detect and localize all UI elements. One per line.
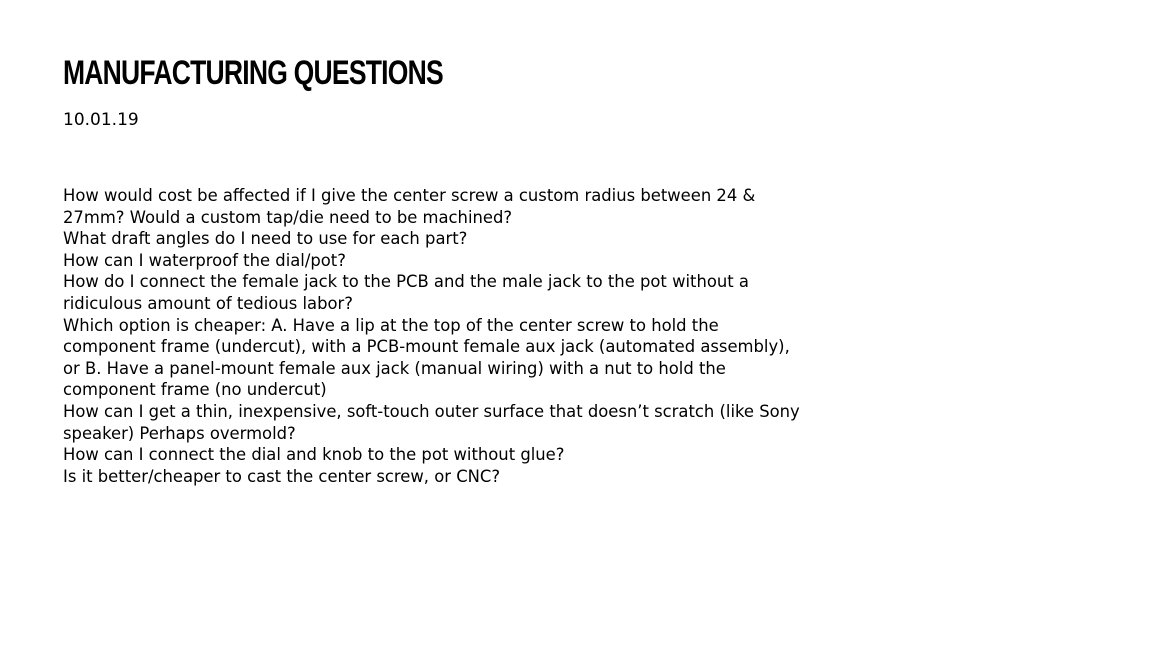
question-item: Is it better/cheaper to cast the center screw, or CNC? xyxy=(63,466,501,486)
slide-title: MANUFACTURING QUESTIONS xyxy=(63,54,443,92)
slide-date: 10.01.19 xyxy=(63,110,139,130)
question-item: How would cost be affected if I give the center screw a custom radius between 24 & 27mm? Would a custom tap/die need to be machined? xyxy=(63,186,756,227)
question-item: How can I waterproof the dial/pot? xyxy=(63,250,346,270)
question-item: How do I connect the female jack to the PCB and the male jack to the pot without a ridiculous amount of tedious labor? xyxy=(63,272,749,313)
question-item: How can I get a thin, inexpensive, soft-touch outer surface that doesn’t scratch (like Sony speaker) Perhaps overmold? xyxy=(63,401,800,443)
question-item: What draft angles do I need to use for each part? xyxy=(63,229,468,249)
question-item: How can I connect the dial and knob to the pot without glue? xyxy=(63,445,565,465)
question-item: Which option is cheaper: A. Have a lip at the top of the center screw to hold the component frame (undercut), with a PCB-mount female aux jack (automated assembly), or B. Have a panel-mount female aux jack (manual wiring) with a nut to hold the component frame (no undercut) xyxy=(63,315,790,400)
question-list xyxy=(63,185,803,487)
